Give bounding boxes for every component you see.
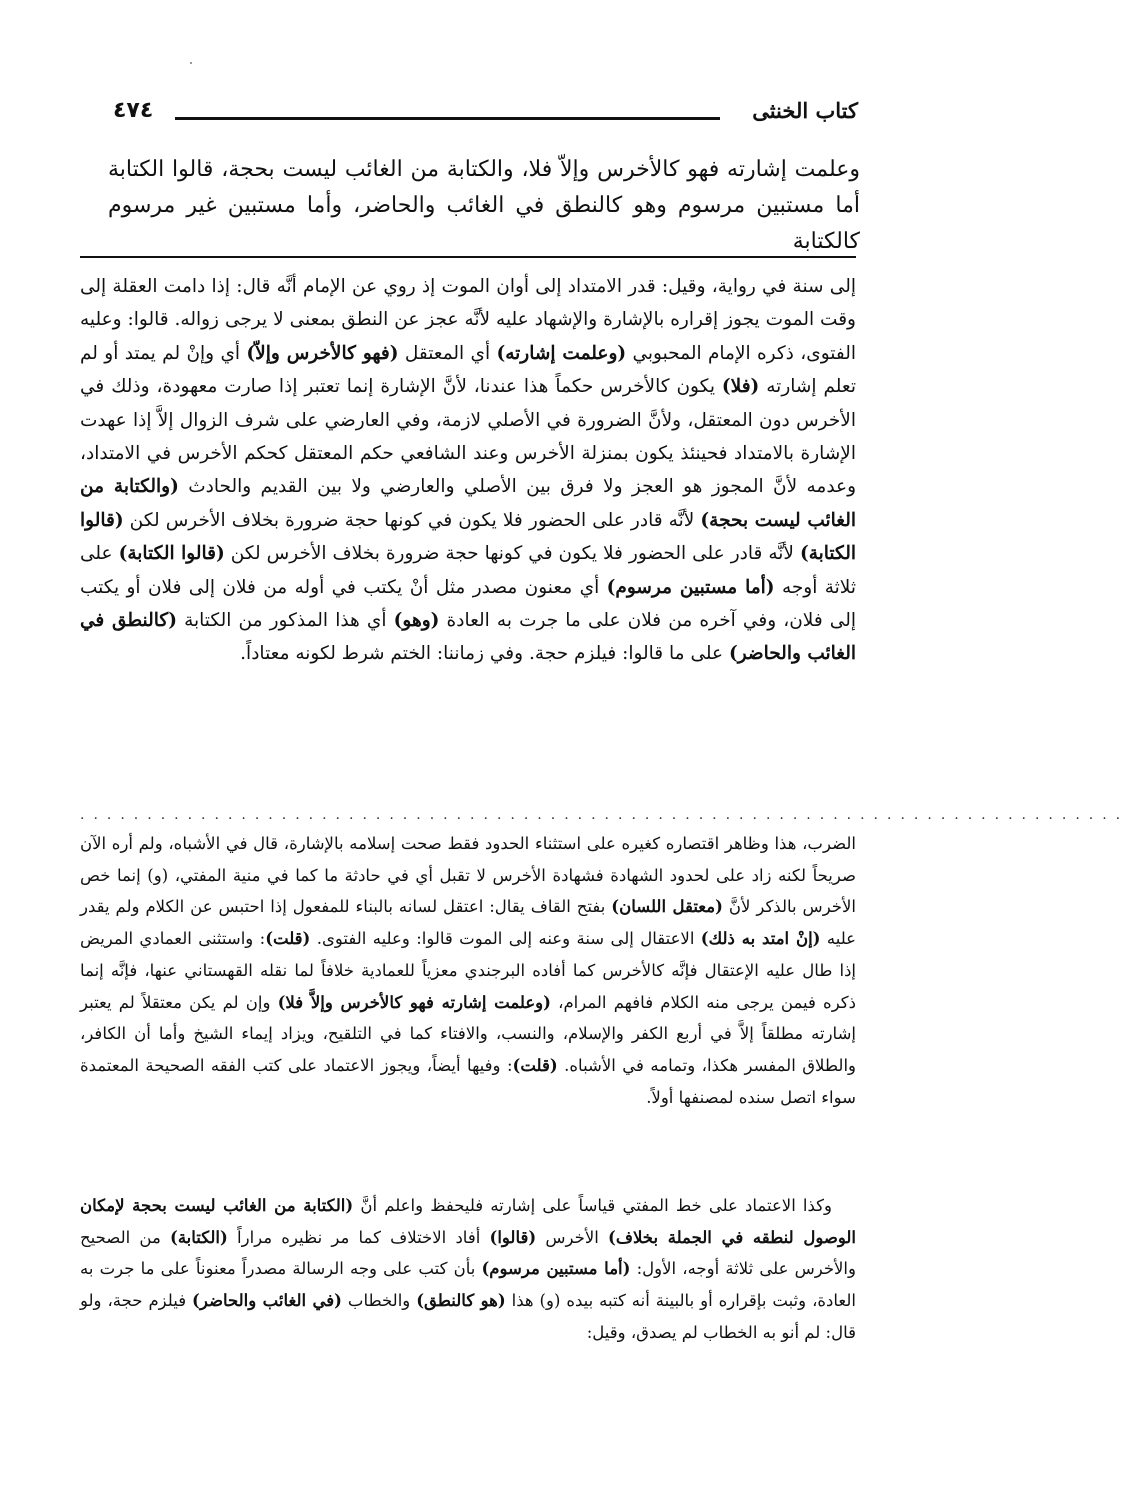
quoted-matn-phrase: (معتقل اللسان) [611, 897, 723, 917]
text-run: على ثلاثة أوجه [80, 543, 856, 598]
text-run: : واستثنى العمادي المريض إذا طال عليه الإعتقال فإنَّه كالأخرس كما أفاده البرجندي معزياً للعمادية خلافاً لما نقله القهستاني عنها، فإنَّه إنما ذكره فيمن يرجى منه الكلام فافهم المرام، [80, 929, 856, 1012]
main-text-divider [80, 256, 856, 258]
page-header [113, 96, 858, 136]
text-run: الأخرس [536, 1227, 609, 1247]
quoted-matn-phrase: (في الغائب والحاضر) [192, 1291, 342, 1311]
annotation-block-2 [80, 1190, 856, 1349]
text-run: فيلزم حجة، ولو قال: لم أنو به الخطاب لم يصدق، وقيل: [80, 1291, 856, 1342]
text-run: لأنَّه قادر على الحضور فلا يكون في كونها حجة ضرورة بخلاف الأخرس لكن [224, 543, 800, 565]
quoted-matn-phrase: (أما مستبين مرسوم) [481, 1259, 631, 1279]
text-run: بفتح القاف يقال: اعتقل لسانه بالبناء للمفعول إذا احتبس عن الكلام ولم يقدر عليه [80, 897, 856, 949]
text-run: من الصحيح والأخرس على ثلاثة أوجه، الأول: [80, 1227, 856, 1279]
quoted-matn-phrase: (إنْ امتد به ذلك) [700, 929, 821, 949]
text-run: أي المعتقل [398, 342, 497, 364]
text-run: وكذا الاعتماد على خط المفتي قياساً على إشارته فليحفظ واعلم أنَّ [353, 1196, 832, 1215]
quoted-matn-phrase: (أما مستبين مرسوم) [606, 576, 775, 598]
quoted-matn-phrase: (قلت) [512, 1055, 558, 1075]
header-rule [175, 117, 720, 120]
text-run: أي معنون مصدر مثل أنْ يكتب في أوله من فلان إلى فلان أو يكتب إلى فلان، وفي آخره من فلان على ما جرت به العادة [80, 576, 856, 632]
text-run: إلى سنة في رواية، وقيل: قدر الامتداد إلى أوان الموت إذ روي عن الإمام أنَّه قال: إذا دامت العقلة إلى وقت الموت يجوز إقراره بالإشارة والإشهاد عليه لأنَّه عجز عن النطق بمعنى لا يرجى زواله. قالوا: وعليه الفتوى، ذكره الإمام المحبوبي [80, 276, 856, 364]
dotted-divider: .............................................................................. [80, 807, 1129, 823]
text-run: أي وإنْ لم يمتد أو لم تعلم إشارته [80, 342, 856, 398]
text-run: بأن كتب على وجه الرسالة مصدراً معنوناً على ما جرت به العادة، وثبت بإقراره أو بالبينة أنه كتبه بيده (و) هذا [80, 1259, 856, 1311]
commentary-block [80, 270, 856, 671]
quoted-matn-phrase: (والكتابة من الغائب ليست بحجة) [80, 476, 856, 531]
text-run: أي هذا المذكور من الكتابة [176, 610, 394, 632]
running-title: كتاب الخنثى [752, 98, 858, 123]
quoted-matn-phrase: (الكتابة من الغائب ليست بحجة لإمكان الوصول لنطقه في الجملة بخلاف) [80, 1196, 857, 1247]
text-run: أفاد الاختلاف كما مر نظيره مراراً [227, 1227, 490, 1247]
quoted-matn-phrase: (وهو) [393, 610, 440, 632]
quoted-matn-phrase: (وعلمت إشارته) [496, 342, 627, 364]
scan-speck [190, 62, 192, 64]
quoted-matn-phrase: (قالوا الكتابة) [118, 543, 225, 565]
quoted-matn-phrase: (فهو كالأخرس وإلاّ) [246, 342, 399, 364]
quoted-matn-phrase: (قالوا) [489, 1227, 537, 1247]
quoted-matn-phrase: (الكتابة) [170, 1227, 228, 1247]
text-run: لأنَّه قادر على الحضور فلا يكون في كونها حجة ضرورة بخلاف الأخرس لكن [123, 509, 701, 531]
annotation-block-1 [80, 828, 856, 1113]
quoted-matn-phrase: (هو كالنطق) [416, 1291, 506, 1311]
text-run: والخطاب [341, 1291, 417, 1311]
main-text: وعلمت إشارته فهو كالأخرس وإلاّ فلا، والكتابة من الغائب ليست بحجة، قالوا الكتابة أما مستبين مرسوم وهو كالنطق في الغائب والحاضر، وأما مستبين غير مرسوم كالكتابة [108, 157, 860, 254]
quoted-matn-phrase: (كالنطق في الغائب والحاضر) [80, 610, 856, 665]
quoted-matn-phrase: (فلا) [721, 376, 760, 398]
quoted-matn-phrase: (قلت) [265, 929, 311, 949]
text-run: : وفيها أيضاً، ويجوز الاعتماد على كتب الفقه الصحيحة المعتمدة سواء اتصل سنده لمصنفها أولاً. [80, 1055, 856, 1107]
text-run: وإن لم يكن معتقلاً لم يعتبر إشارته مطلقاً إلاَّ في أربع الكفر والإسلام، والنسب، والافتاء كما في التلقيح، ويزاد إيماء الشيخ وأما أن الكافر، والطلاق المفسر هكذا، وتمامه في الأشباه. [80, 992, 856, 1075]
text-run: الاعتقال إلى سنة وعنه إلى الموت قالوا: وعليه الفتوى. [310, 929, 701, 949]
text-run: على ما قالوا: فيلزم حجة. وفي زماننا: الختم شرط لكونه معتاداً. [240, 643, 729, 665]
text-run: يكون كالأخرس حكماً هذا عندنا، لأنَّ الإشارة إنما تعتبر إذا صارت معهودة، وذلك في الأخرس دون المعتقل، ولأنَّ الضرورة في الأصلي لازمة، وفي العارضي على شرف الزوال إلاَّ إذا عهدت الإشارة بالامتداد فحينئذ يكون بمنزلة الأخرس وعند الشافعي حكم المعتقل كحكم الأخرس في الامتداد، وعدمه لأنَّ المجوز هو العجز ولا فرق بين الأصلي والعارضي ولا بين القديم والحادث [80, 376, 856, 498]
quoted-matn-phrase: (وعلمت إشارته فهو كالأخرس وإلاَّ فلا) [277, 992, 551, 1012]
quoted-matn-phrase: (قالوا الكتابة) [80, 509, 856, 565]
page-number: ٤٧٤ [113, 98, 154, 123]
text-run: الضرب، هذا وظاهر اقتصاره كغيره على استثناء الحدود فقط صحت إسلامه بالإشارة، قال في الأشباه، ولم أره الآن صريحاً لكنه زاد على لحدود الشهادة فشهادة الأخرس لا تقبل أي في حادثة ما كما في منية المفتي، (و) إنما خص الأخرس بالذكر لأنَّ [80, 834, 856, 917]
